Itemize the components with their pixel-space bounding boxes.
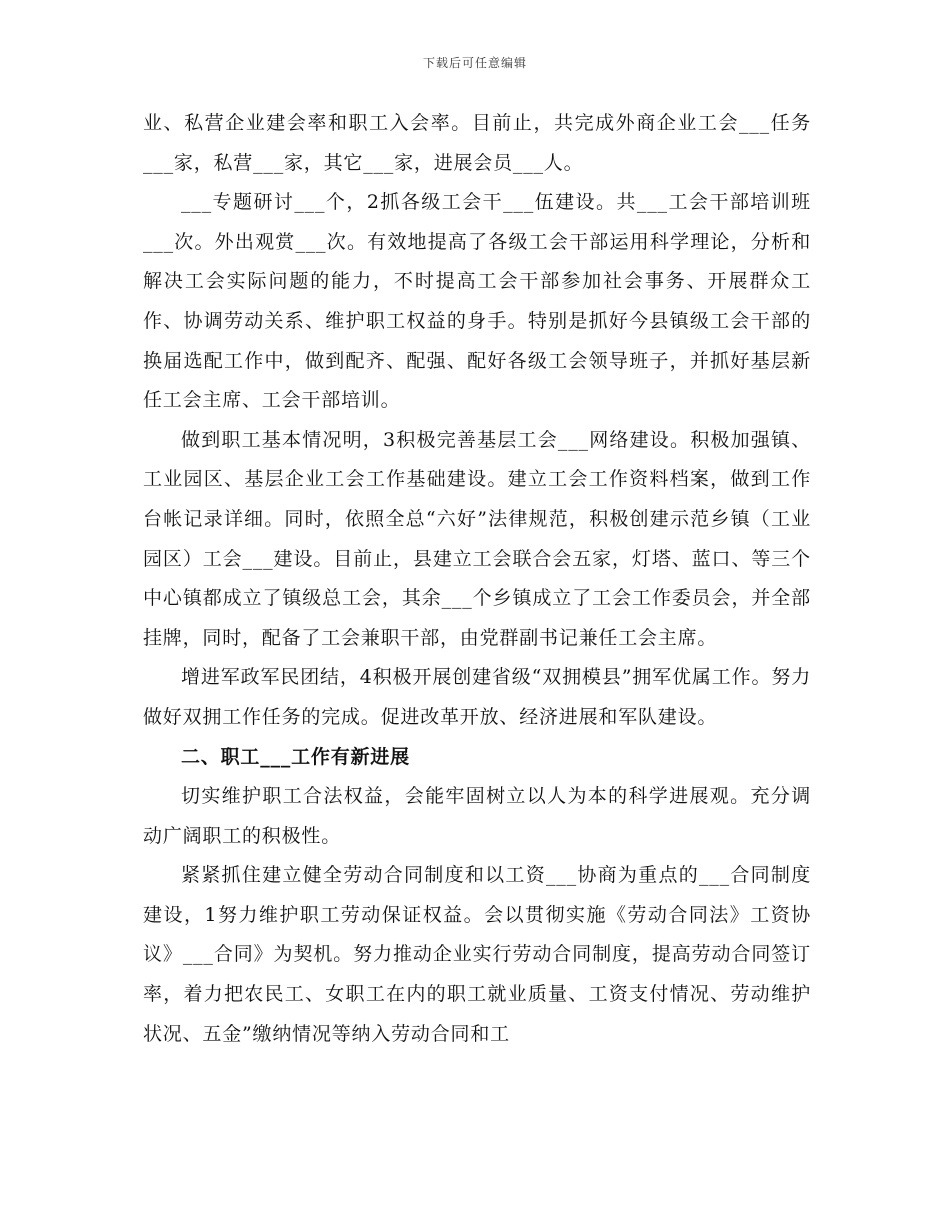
section-heading: 二、职工___工作有新进展	[181, 745, 410, 768]
page-header: 下载后可任意编辑	[422, 56, 527, 70]
paragraph-3: 做到职工基本情况明，3积极完善基层工会___网络建设。积极加强镇、工业园区、基层企业工会工作基础建设。建立工会工作资料档案，做到工作台帐记录详细。同时，依照全总“六好”法律规范，积极创建示范乡镇（工业园区）工会___建设。目前止，县建立工会联合会五家，灯塔、蓝口、等三个中心镇都成立了镇级总工会，其余___个乡镇成立了工会工作委员会，并全部挂牌，同时，配备了工会兼职干部，由党群副书记兼任工会主席。	[143, 428, 811, 649]
paragraph-4: 增进军政军民团结，4积极开展创建省级“双拥模县”拥军优属工作。努力做好双拥工作任务的完成。促进改革开放、经济进展和军队建设。	[143, 666, 811, 728]
paragraph-6: 紧紧抓住建立健全劳动合同制度和以工资___协商为重点的___合同制度建设，1努力维护职工劳动保证权益。会以贯彻实施《劳动合同法》工资协议》___合同》为契机。努力推动企业实行劳动合同制度，提高劳动合同签订率，着力把农民工、女职工在内的职工就业质量、工资支付情况、劳动维护状况、五金”缴纳情况等纳入劳动合同和工	[143, 864, 811, 1045]
paragraph-1: 业、私营企业建会率和职工入会率。目前止，共完成外商企业工会___任务___家，私营___家，其它___家，进展会员___人。	[143, 112, 811, 174]
paragraph-2: ___专题研讨___个，2抓各级工会干___伍建设。共___工会干部培训班___次。外出观赏___次。有效地提高了各级工会干部运用科学理论，分析和解决工会实际问题的能力，不时提高工会干部参加社会事务、开展群众工作、协调劳动关系、维护职工权益的身手。特别是抓好今县镇级工会干部的换届选配工作中，做到配齐、配强、配好各级工会领导班子，并抓好基层新任工会主席、工会干部培训。	[143, 191, 811, 412]
paragraph-5: 切实维护职工合法权益，会能牢固树立以人为本的科学进展观。充分调动广阔职工的积极性。	[143, 785, 811, 847]
document-body	[143, 104, 811, 1054]
